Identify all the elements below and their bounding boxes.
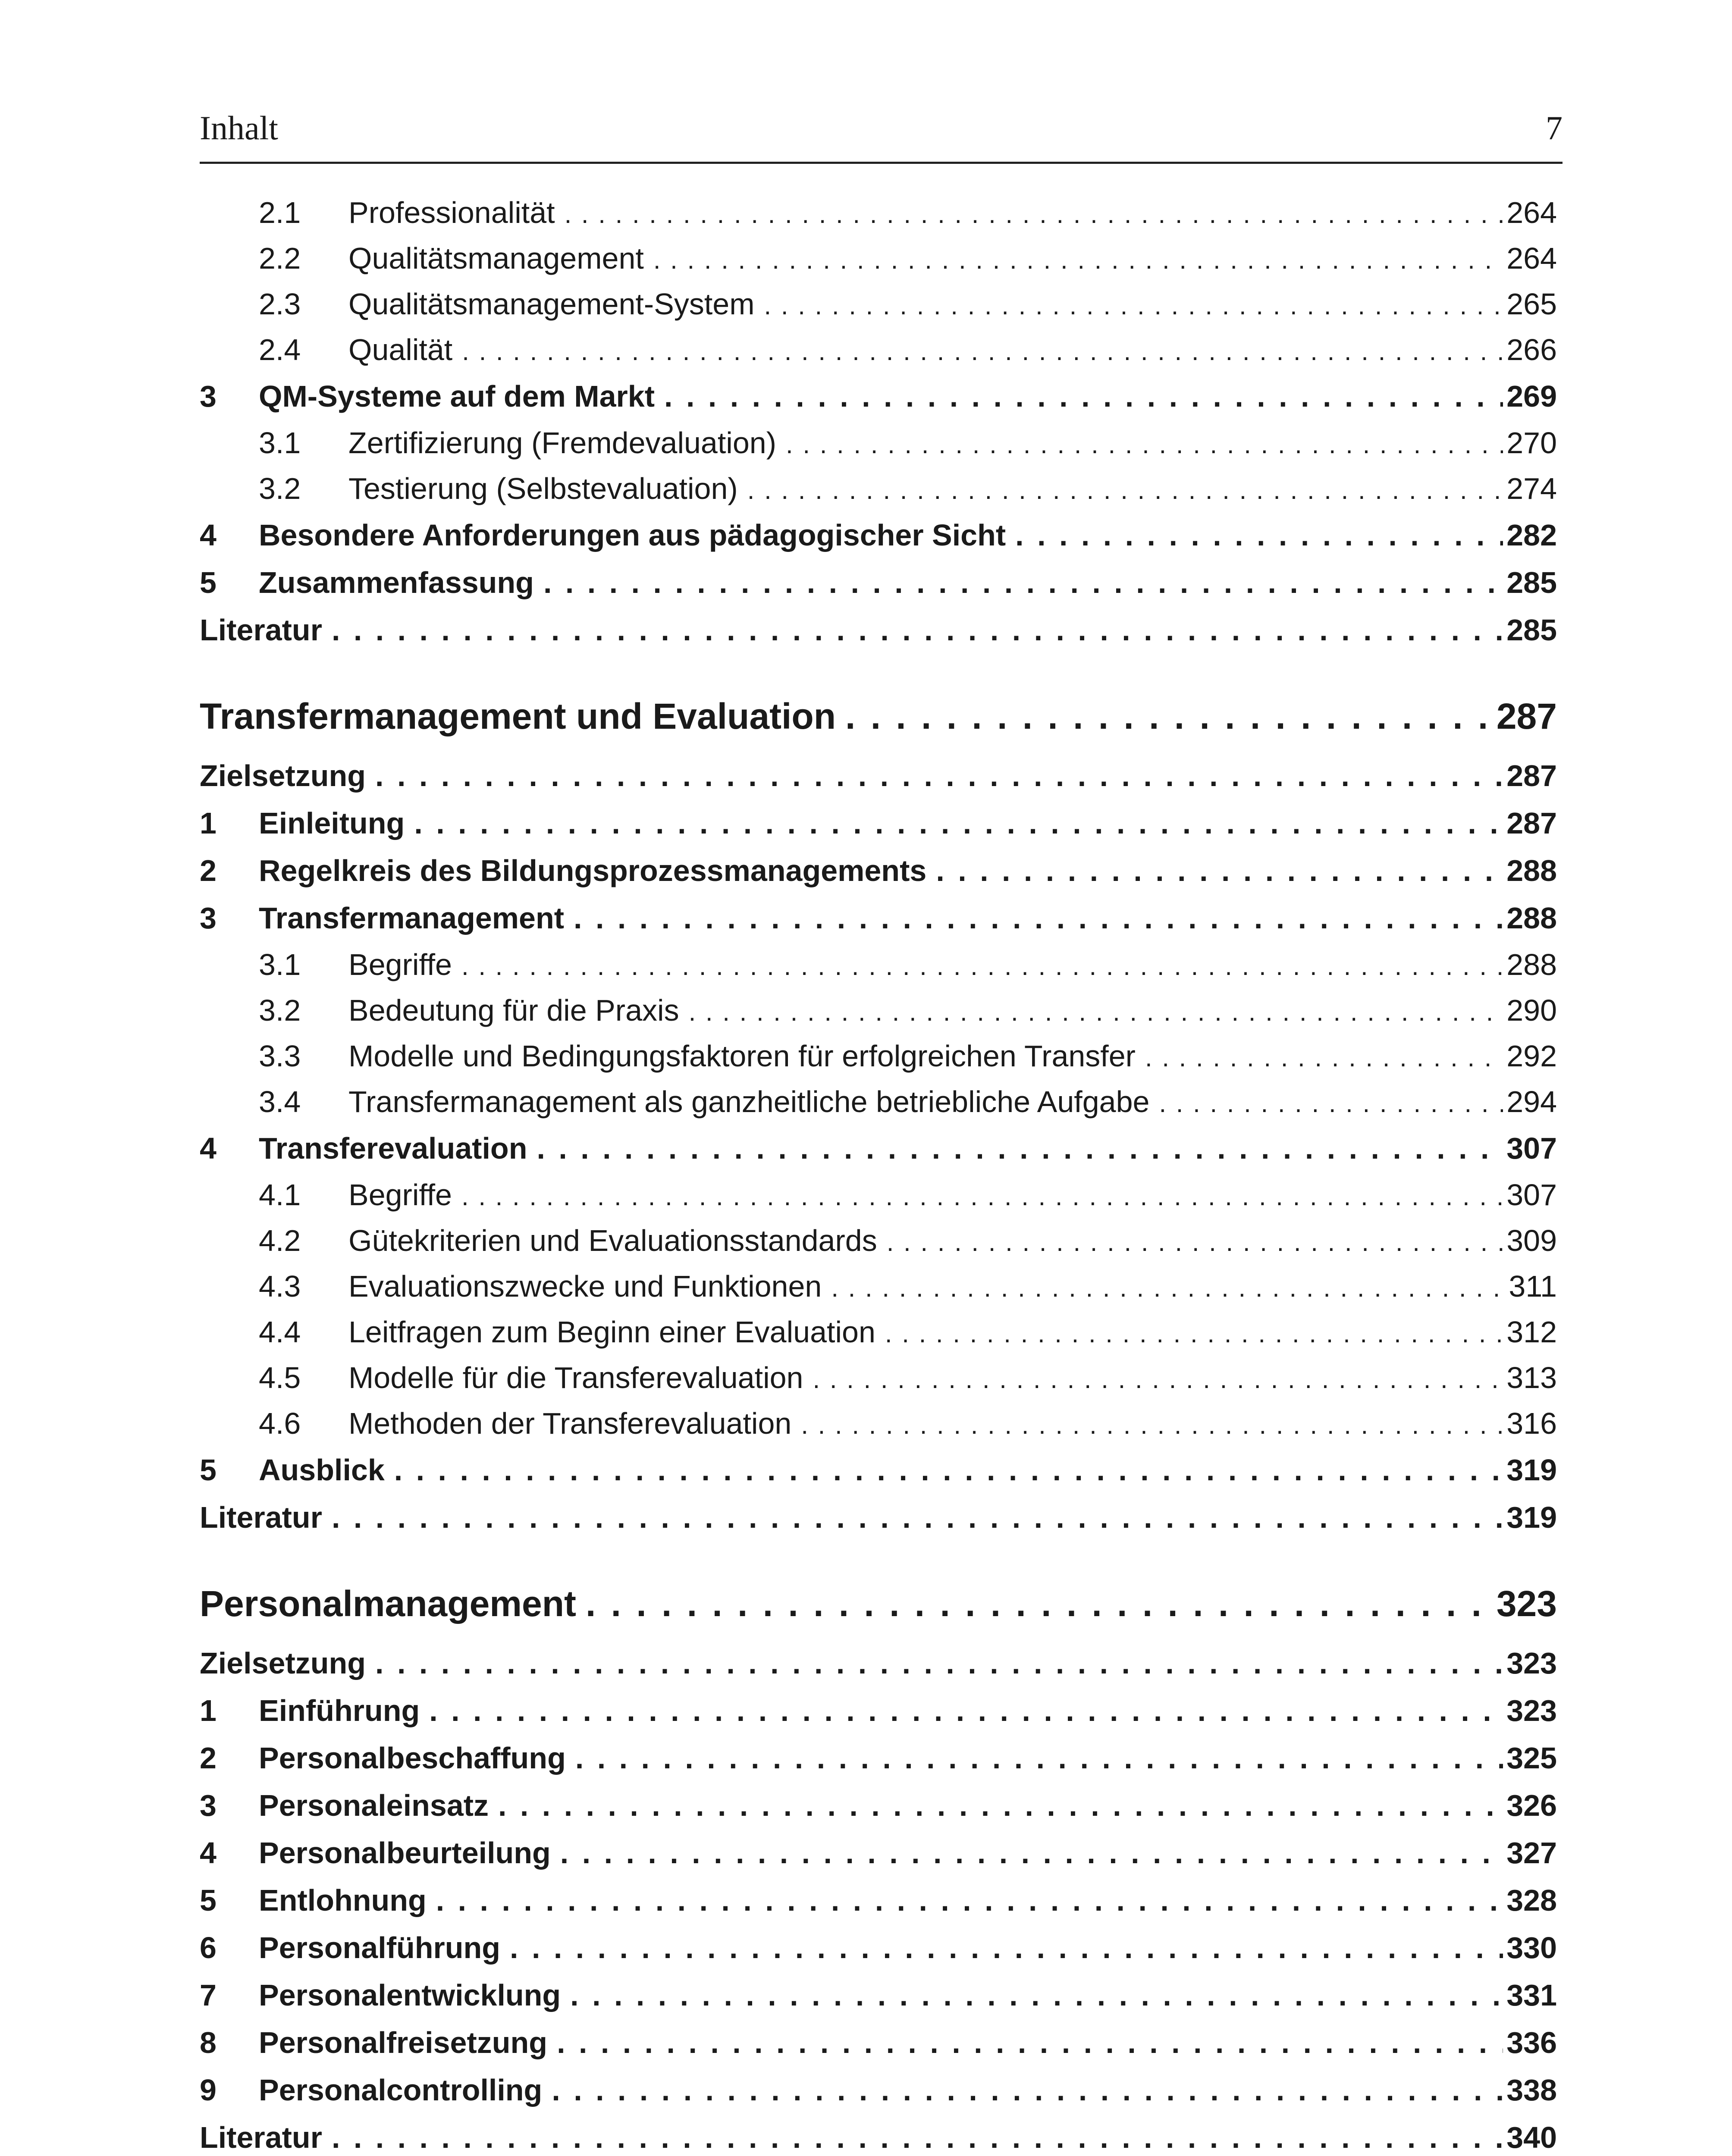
dot-leader: [1015, 511, 1503, 559]
toc-entry-title: Literatur: [200, 2121, 322, 2154]
toc-entry-page: 319: [1506, 1453, 1557, 1487]
toc-entry-title: Ausblick: [259, 1453, 385, 1487]
toc-entry-title: Qualitätsmanagement: [348, 241, 644, 275]
toc-entry-title: Zertifizierung (Fremdevaluation): [348, 426, 777, 460]
dot-leader: [462, 329, 1503, 374]
toc-entry[interactable]: [200, 1734, 1557, 1782]
toc-entry-title: Modelle und Bedingungsfaktoren für erfolgreichen Transfer: [348, 1039, 1136, 1073]
toc-entry-title: Literatur: [200, 613, 322, 647]
toc-entry-number: 1: [200, 1694, 216, 1727]
dot-leader: [543, 559, 1503, 606]
dot-leader: [560, 1829, 1503, 1877]
dot-leader: [801, 1402, 1503, 1448]
dot-leader: [332, 606, 1503, 654]
toc-entry-number: 4.6: [259, 1407, 301, 1440]
toc-entry[interactable]: [200, 987, 1557, 1033]
toc-entry[interactable]: [200, 1309, 1557, 1355]
dot-leader: [557, 2019, 1503, 2066]
toc-entry-page: 330: [1506, 1931, 1557, 1965]
toc-entry-title: Einführung: [259, 1694, 420, 1727]
toc-chapter-entry[interactable]: [200, 1571, 1557, 1636]
toc-entry-number: 4.1: [259, 1178, 301, 1212]
dot-leader: [887, 1219, 1503, 1265]
dot-leader: [375, 752, 1503, 799]
toc-entry-number: 3: [200, 379, 216, 413]
toc-entry-page: 288: [1506, 901, 1557, 935]
toc-entry-number: 3.4: [259, 1085, 301, 1119]
dot-leader: [565, 191, 1503, 237]
dot-leader: [332, 2114, 1503, 2156]
spacer: [200, 749, 1557, 752]
toc-entry-number: 4: [200, 1131, 216, 1165]
dot-leader: [537, 1125, 1503, 1172]
toc-entry[interactable]: [200, 1263, 1557, 1309]
toc-entry[interactable]: [200, 2066, 1557, 2114]
toc-entry[interactable]: [200, 2019, 1557, 2066]
dot-leader: [552, 2066, 1503, 2114]
toc-entry-page: 323: [1506, 1694, 1557, 1727]
toc-entry-title: Gütekriterien und Evaluationsstandards: [348, 1224, 877, 1257]
dot-leader: [574, 894, 1503, 942]
toc-entry-page: 282: [1506, 518, 1557, 552]
toc-entry-number: 1: [200, 806, 216, 840]
toc-entry-title: Transfermanagement: [259, 901, 565, 935]
toc-entry[interactable]: [200, 1355, 1557, 1401]
toc-entry[interactable]: [200, 1639, 1557, 1687]
toc-entry-title: Methoden der Transferevaluation: [348, 1407, 792, 1440]
toc-entry-number: 2.2: [259, 241, 301, 275]
dot-leader: [747, 467, 1503, 513]
toc-entry-title: Modelle für die Transferevaluation: [348, 1361, 803, 1395]
toc-entry-title: Bedeutung für die Praxis: [348, 993, 679, 1027]
toc-entry[interactable]: [200, 1033, 1557, 1079]
toc-entry-title: Personalfreisetzung: [259, 2026, 548, 2059]
toc-entry-number: 3: [200, 901, 216, 935]
toc-entry-number: 2.1: [259, 196, 301, 229]
toc-entry-page: 290: [1506, 993, 1557, 1027]
dot-leader: [570, 1971, 1503, 2019]
toc-entry-number: 9: [200, 2073, 216, 2107]
toc-entry[interactable]: [200, 1446, 1557, 1494]
toc-entry[interactable]: [200, 752, 1557, 799]
toc-entry-page: 288: [1506, 854, 1557, 887]
toc-entry-title: Regelkreis des Bildungsprozessmanagements: [259, 854, 927, 887]
toc-entry-number: 2.3: [259, 287, 301, 321]
toc-entry-page: 325: [1506, 1741, 1557, 1775]
toc-entry[interactable]: [200, 1877, 1557, 1924]
toc-entry[interactable]: [200, 466, 1557, 511]
toc-entry[interactable]: [200, 235, 1557, 281]
toc-entry-title: Zielsetzung: [200, 1646, 366, 1680]
toc-entry-page: 265: [1506, 287, 1557, 321]
toc-entry[interactable]: [200, 1125, 1557, 1172]
toc-entry-title: Qualität: [348, 333, 453, 367]
dot-leader: [1145, 1035, 1503, 1081]
toc-entry-title: Personalbeschaffung: [259, 1741, 566, 1775]
dot-leader: [461, 1174, 1503, 1219]
toc-entry-number: 4.3: [259, 1269, 301, 1303]
toc-entry-title: QM-Systeme auf dem Markt: [259, 379, 655, 413]
toc-entry-number: 2: [200, 854, 216, 887]
toc-entry-title: Begriffe: [348, 1178, 452, 1212]
toc-entry-page: 338: [1506, 2073, 1557, 2107]
toc-entry-title: Personalmanagement: [200, 1583, 576, 1624]
toc-entry-number: 4: [200, 518, 216, 552]
toc-entry-number: 3: [200, 1789, 216, 1822]
dot-leader: [575, 1734, 1503, 1782]
toc-entry[interactable]: [200, 1079, 1557, 1125]
toc-entry-number: 8: [200, 2026, 216, 2059]
dot-leader: [813, 1357, 1503, 1402]
dot-leader: [394, 1446, 1503, 1494]
toc-entry-title: Personalentwicklung: [259, 1978, 561, 2012]
toc-entry-page: 319: [1506, 1501, 1557, 1534]
toc-entry-number: 3.2: [259, 993, 301, 1027]
toc-entry-page: 269: [1506, 379, 1557, 413]
dot-leader: [429, 1687, 1503, 1734]
toc-entry-page: 326: [1506, 1789, 1557, 1822]
toc-entry[interactable]: [200, 1494, 1557, 1541]
toc-entry-page: 307: [1506, 1131, 1557, 1165]
toc-entry-number: 2: [200, 1741, 216, 1775]
toc-entry-number: 4.4: [259, 1315, 301, 1349]
toc-entry[interactable]: [200, 1218, 1557, 1263]
dot-leader: [1159, 1081, 1503, 1126]
toc-entry-number: 2.4: [259, 333, 301, 367]
dot-leader: [414, 799, 1503, 847]
toc-entry-number: 5: [200, 1883, 216, 1917]
toc-entry-page: 285: [1506, 613, 1557, 647]
toc-entry-title: Literatur: [200, 1501, 322, 1534]
toc-entry[interactable]: [200, 1172, 1557, 1218]
dot-leader: [936, 847, 1503, 894]
toc-entry-page: 323: [1506, 1646, 1557, 1680]
toc-entry-title: Personalbeurteilung: [259, 1836, 551, 1870]
page-header: [200, 101, 1563, 164]
toc-entry[interactable]: [200, 420, 1557, 466]
dot-leader: [586, 1571, 1493, 1636]
dot-leader: [498, 1782, 1503, 1829]
toc-entry-page: 285: [1506, 566, 1557, 599]
toc-entry[interactable]: [200, 1782, 1557, 1829]
toc-entry-page: 336: [1506, 2026, 1557, 2059]
dot-leader: [653, 237, 1503, 283]
toc-entry-title: Personalcontrolling: [259, 2073, 543, 2107]
toc-entry[interactable]: [200, 847, 1557, 894]
toc-entry[interactable]: [200, 373, 1557, 420]
toc-entry-number: 3.1: [259, 426, 301, 460]
toc-entry-page: 340: [1506, 2121, 1557, 2154]
toc-entry-title: Personaleinsatz: [259, 1789, 489, 1822]
toc-entry-title: Leitfragen zum Beginn einer Evaluation: [348, 1315, 875, 1349]
dot-leader: [664, 373, 1503, 420]
toc-entry[interactable]: [200, 1971, 1557, 2019]
toc-entry-title: Qualitätsmanagement-System: [348, 287, 755, 321]
toc-entry[interactable]: [200, 281, 1557, 327]
page-number: 7: [1546, 109, 1563, 147]
toc-entry-title: Einleitung: [259, 806, 405, 840]
spacer: [200, 1541, 1557, 1571]
toc-entry-page: 292: [1506, 1039, 1557, 1073]
toc-entry[interactable]: [200, 2114, 1557, 2156]
toc-entry[interactable]: [200, 190, 1557, 235]
toc-entry-page: 288: [1506, 948, 1557, 981]
dot-leader: [885, 1311, 1503, 1357]
toc-entry-number: 4.2: [259, 1224, 301, 1257]
toc-entry-page: 328: [1506, 1883, 1557, 1917]
toc-entry[interactable]: [200, 799, 1557, 847]
toc-entry-page: 331: [1506, 1978, 1557, 2012]
toc-entry[interactable]: [200, 327, 1557, 373]
toc-entry-page: 316: [1506, 1407, 1557, 1440]
dot-leader: [436, 1877, 1503, 1924]
spacer: [200, 654, 1557, 684]
toc-entry-title: Testierung (Selbstevaluation): [348, 472, 738, 505]
toc-entry[interactable]: [200, 1829, 1557, 1877]
dot-leader: [510, 1924, 1503, 1971]
toc-entry-page: 294: [1506, 1085, 1557, 1119]
toc-entry-title: Evaluationszwecke und Funktionen: [348, 1269, 822, 1303]
toc-entry-page: 327: [1506, 1836, 1557, 1870]
dot-leader: [332, 1494, 1503, 1541]
toc-entry-title: Zielsetzung: [200, 759, 366, 793]
toc-entry[interactable]: [200, 894, 1557, 942]
table-of-contents: [200, 190, 1557, 2156]
toc-entry-number: 6: [200, 1931, 216, 1965]
toc-entry-title: Besondere Anforderungen aus pädagogischer Sicht: [259, 518, 1006, 552]
toc-entry-title: Entlohnung: [259, 1883, 427, 1917]
toc-entry-title: Zusammenfassung: [259, 566, 534, 599]
toc-entry-title: Begriffe: [348, 948, 452, 981]
dot-leader: [764, 283, 1503, 329]
toc-entry-title: Transfermanagement und Evaluation: [200, 696, 836, 736]
running-head-title: Inhalt: [200, 109, 278, 147]
dot-leader: [461, 943, 1503, 989]
toc-entry[interactable]: [200, 942, 1557, 987]
toc-entry[interactable]: [200, 559, 1557, 606]
toc-entry-number: 5: [200, 566, 216, 599]
toc-entry[interactable]: [200, 1924, 1557, 1971]
dot-leader: [831, 1265, 1505, 1311]
toc-chapter-entry[interactable]: [200, 684, 1557, 749]
toc-entry-title: Transferevaluation: [259, 1131, 527, 1165]
toc-entry-page: 270: [1506, 426, 1557, 460]
toc-entry-number: 4: [200, 1836, 216, 1870]
toc-entry-page: 274: [1506, 472, 1557, 505]
toc-entry-page: 307: [1506, 1178, 1557, 1212]
toc-entry-page: 309: [1506, 1224, 1557, 1257]
toc-entry-number: 3.2: [259, 472, 301, 505]
toc-entry-page: 264: [1506, 241, 1557, 275]
toc-entry-page: 323: [1496, 1583, 1557, 1624]
toc-entry[interactable]: [200, 606, 1557, 654]
toc-entry[interactable]: [200, 511, 1557, 559]
toc-entry-number: 3.3: [259, 1039, 301, 1073]
toc-entry-number: 7: [200, 1978, 216, 2012]
toc-entry-page: 287: [1506, 759, 1557, 793]
toc-entry-title: Professionalität: [348, 196, 555, 229]
dot-leader: [786, 422, 1503, 467]
toc-entry-page: 287: [1506, 806, 1557, 840]
toc-entry-title: Transfermanagement als ganzheitliche betriebliche Aufgabe: [348, 1085, 1150, 1119]
toc-entry-number: 4.5: [259, 1361, 301, 1395]
toc-entry-title: Personalführung: [259, 1931, 501, 1965]
toc-entry-page: 266: [1506, 333, 1557, 367]
spacer: [200, 1636, 1557, 1639]
toc-entry-number: 5: [200, 1453, 216, 1487]
toc-entry-number: 3.1: [259, 948, 301, 981]
toc-entry-page: 313: [1506, 1361, 1557, 1395]
toc-entry-page: 311: [1509, 1269, 1557, 1303]
toc-entry[interactable]: [200, 1401, 1557, 1446]
toc-entry[interactable]: [200, 1687, 1557, 1734]
toc-entry-page: 264: [1506, 196, 1557, 229]
dot-leader: [375, 1639, 1503, 1687]
toc-entry-page: 287: [1496, 696, 1557, 736]
dot-leader: [689, 989, 1503, 1035]
dot-leader: [845, 684, 1493, 749]
toc-entry-page: 312: [1506, 1315, 1557, 1349]
